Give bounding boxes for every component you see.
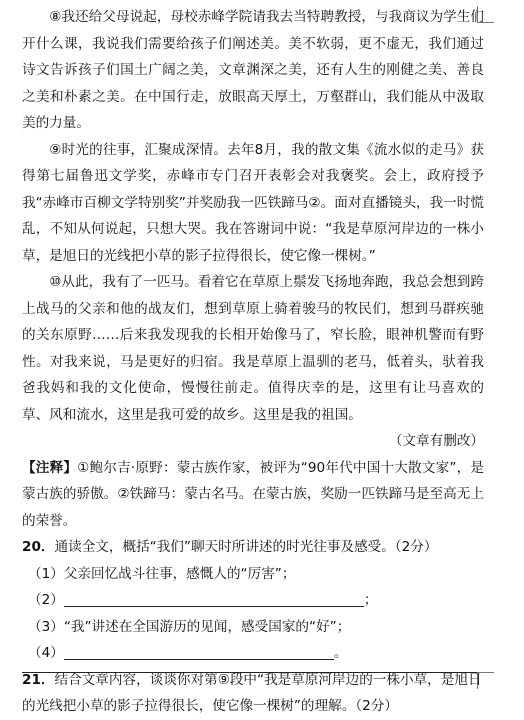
question-20-item-4 xyxy=(22,640,484,667)
article-source-note: （文章有删改） xyxy=(388,433,484,449)
item-number: （3） xyxy=(28,618,64,635)
question-20-item-1 xyxy=(22,561,484,588)
question-21-text: 结合文章内容，谈谈你对第⑨段中“我是草原河岸边的一株小草，是旭日的光线把小草的影子拉得很长，使它像一棵树”的理解。（2分） xyxy=(22,671,482,714)
article-body xyxy=(22,4,484,428)
item-text: 父亲回忆战斗往事，感慨人的“厉害”； xyxy=(63,565,296,582)
item-end: 。 xyxy=(333,645,348,661)
item-number: （2） xyxy=(28,592,64,608)
item-number: （1） xyxy=(28,565,64,582)
annotation-text: ①鲍尔吉·原野：蒙古族作家，被评为“90年代中国十大散文家”，是蒙古族的骄傲。②铁蹄马：蒙古名马。在蒙古族，奖励一匹铁蹄马是至高无上的荣誉。 xyxy=(22,459,484,529)
question-20-item-2 xyxy=(22,587,484,614)
page-content xyxy=(22,4,484,720)
paragraph-9: ⑨时光的往事，汇聚成深情。去年8月，我的散文集《流水似的走马》获得第七届鲁迅文学奖，赤峰市专门召开表彰会对我褒奖。会上，政府授予我“赤峰市百柳文学特别奖”并奖励我一匹铁蹄马②。面对直播镜头，我一时慌乱，不知从何说起，只想大哭。我在答谢词中说：“我是草原河岸边的一株小草，是旭日的光线把小草的影子拉得很长，使它像一棵树。” xyxy=(22,141,484,264)
item-text: “我”讲述在全国游历的见闻，感受国家的“好”； xyxy=(63,618,351,635)
question-21-number: 21． xyxy=(22,671,55,688)
question-21 xyxy=(22,667,484,720)
annotation-label: 【注释】 xyxy=(22,459,78,476)
question-20-number: 20． xyxy=(22,539,55,555)
paragraph-10: ⑩从此，我有了一匹马。看着它在草原上鬃发飞扬地奔跑，我总会想到跨上战马的父亲和他的战友们，想到草原上骑着骏马的牧民们，想到马群疾驰的关东原野……后来我发现我的长相开始像马了，窄长脸，眼神机警而有野性。对我来说，马是更好的归宿。我是草原上温驯的老马，低着头，驮着我爸我妈和我的文化使命，慢慢往前走。值得庆幸的是，这里有让马喜欢的草、风和流水，这里是我可爱的故乡。这里是我的祖国。 xyxy=(22,274,484,423)
question-20 xyxy=(22,534,484,561)
answer-line[interactable] xyxy=(22,672,477,673)
item-end: ； xyxy=(363,592,378,608)
answer-blank[interactable] xyxy=(64,641,334,660)
question-20-text: 通读全文，概括“我们”聊天时所讲述的时光往事及感受。（2分） xyxy=(54,539,438,555)
answer-blank[interactable] xyxy=(64,588,364,607)
item-number: （4） xyxy=(28,645,64,661)
question-20-item-3 xyxy=(22,614,484,641)
paragraph-8: ⑧我还给父母说起，母校赤峰学院请我去当特聘教授，与我商议为学生们开什么课，我说我们需要给孩子们阐述美。美不软弱，更不虚无，我们通过诗文告诉孩子们国土广阔之美，文章渊深之美，还有人生的刚健之美、善良之美和朴素之美。在中国行走，放眼高天厚土，万壑群山，我们能从中汲取美的力量。 xyxy=(22,9,484,131)
annotation xyxy=(22,455,484,535)
